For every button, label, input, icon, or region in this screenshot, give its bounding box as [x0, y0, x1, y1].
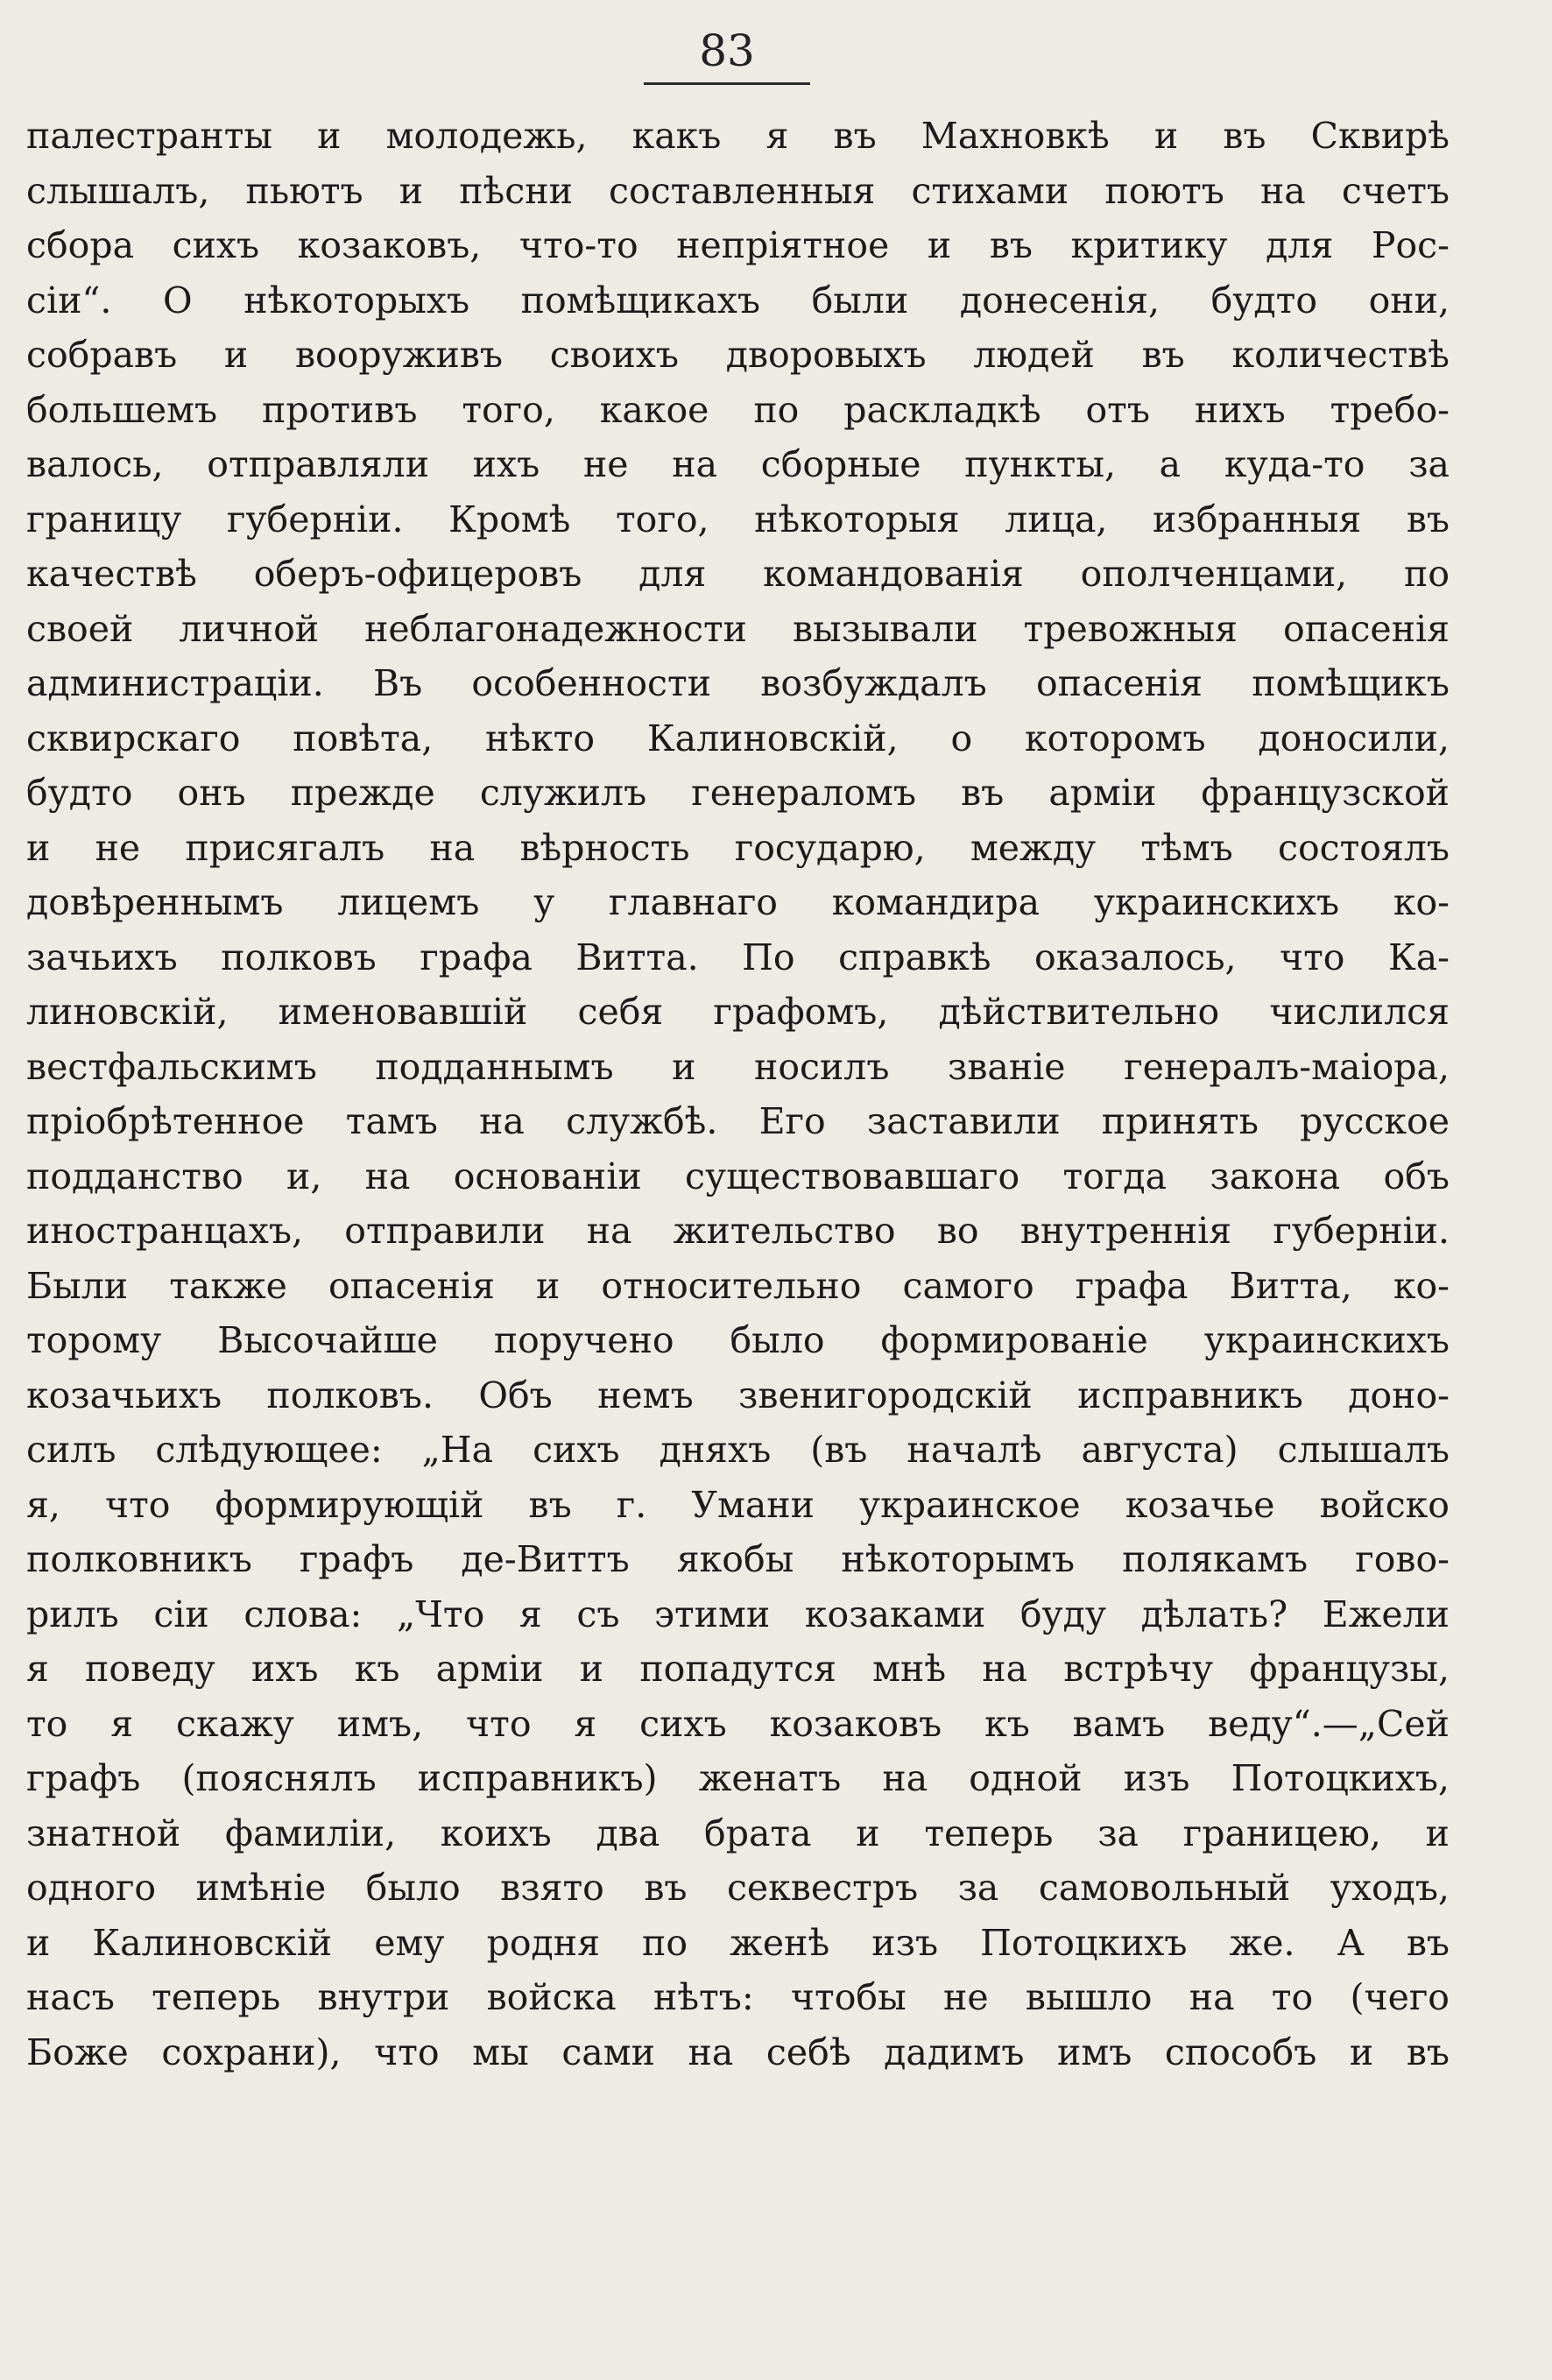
text-line: Боже сохрани), что мы сами на себѣ дадимъ имъ способъ и въ: [26, 2030, 1450, 2073]
text-line: подданство и, на основаніи существовавшаго тогда закона объ: [26, 1155, 1450, 1197]
text-line: собравъ и вооруживъ своихъ дворовыхъ людей въ количествѣ: [26, 334, 1450, 376]
text-line: линовскій, именовавшій себя графомъ, дѣйствительно числился: [26, 991, 1450, 1033]
text-line: рилъ сіи слова: „Что я съ этими козаками буду дѣлать? Ежели: [26, 1593, 1450, 1635]
text-line: насъ теперь внутри войска нѣтъ: чтобы не вышло на то (чего: [26, 1976, 1450, 2018]
text-line: знатной фамиліи, коихъ два брата и теперь за границею, и: [26, 1811, 1450, 1854]
text-line: довѣреннымъ лицемъ у главнаго командира украинскихъ ко-: [26, 881, 1450, 923]
text-line: своей личной неблагонадежности вызывали тревожныя опасенія: [26, 607, 1450, 650]
text-line: иностранцахъ, отправили на жительство во внутреннія губерніи.: [26, 1210, 1450, 1252]
text-line: я, что формирующій въ г. Умани украинское козачье войско: [26, 1483, 1450, 1526]
text-line: палестранты и молодежь, какъ я въ Махновкѣ и въ Сквирѣ: [26, 115, 1450, 157]
text-line: торому Высочайше поручено было формированіе украинскихъ: [26, 1319, 1450, 1361]
text-line: то я скажу имъ, что я сихъ козаковъ къ вамъ веду“.—„Сей: [26, 1702, 1450, 1745]
text-line: сбора сихъ козаковъ, что-то непріятное и въ критику для Рос-: [26, 224, 1450, 266]
text-line: одного имѣніе было взято въ секвестръ за самовольный уходъ,: [26, 1867, 1450, 1909]
text-line: графъ (пояснялъ исправникъ) женатъ на одной изъ Потоцкихъ,: [26, 1757, 1450, 1799]
text-line: администраціи. Въ особенности возбуждалъ опасенія помѣщикъ: [26, 662, 1450, 704]
text-line: большемъ противъ того, какое по раскладкѣ отъ нихъ требо-: [26, 388, 1450, 431]
text-line: зачьихъ полковъ графа Витта. По справкѣ оказалось, что Ка-: [26, 936, 1450, 978]
page-number: 83: [699, 25, 755, 76]
text-line: валось, отправляли ихъ не на сборные пункты, а куда-то за: [26, 443, 1450, 485]
text-line: и Калиновскій ему родня по женѣ изъ Потоцкихъ же. А въ: [26, 1921, 1450, 1964]
text-line: полковникъ графъ де-Виттъ якобы нѣкоторымъ полякамъ гово-: [26, 1538, 1450, 1580]
text-line: качествѣ оберъ-офицеровъ для командованія ополченцами, по: [26, 553, 1450, 595]
text-line: и не присягалъ на вѣрность государю, между тѣмъ состоялъ: [26, 826, 1450, 869]
text-line: пріобрѣтенное тамъ на службѣ. Его заставили принять русское: [26, 1100, 1450, 1142]
text-line: слышалъ, пьютъ и пѣсни составленныя стихами поютъ на счетъ: [26, 169, 1450, 212]
body-text: [26, 109, 1450, 2080]
text-line: сіи“. О нѣкоторыхъ помѣщикахъ были донесенія, будто они,: [26, 279, 1450, 321]
text-line: границу губерніи. Кромѣ того, нѣкоторыя лица, избранныя въ: [26, 498, 1450, 540]
text-line: Были также опасенія и относительно самого графа Витта, ко-: [26, 1264, 1450, 1307]
text-line: будто онъ прежде служилъ генераломъ въ арміи французской: [26, 772, 1450, 814]
text-line: сквирскаго повѣта, нѣкто Калиновскій, о которомъ доносили,: [26, 717, 1450, 759]
header-rule: [644, 82, 810, 85]
text-line: козачьихъ полковъ. Объ немъ звенигородскій исправникъ доно-: [26, 1374, 1450, 1416]
text-line: я поведу ихъ къ арміи и попадутся мнѣ на встрѣчу французы,: [26, 1648, 1450, 1690]
text-line: силъ слѣдующее: „На сихъ дняхъ (въ началѣ августа) слышалъ: [26, 1429, 1450, 1471]
text-line: вестфальскимъ подданнымъ и носилъ званіе генералъ-маіора,: [26, 1045, 1450, 1088]
